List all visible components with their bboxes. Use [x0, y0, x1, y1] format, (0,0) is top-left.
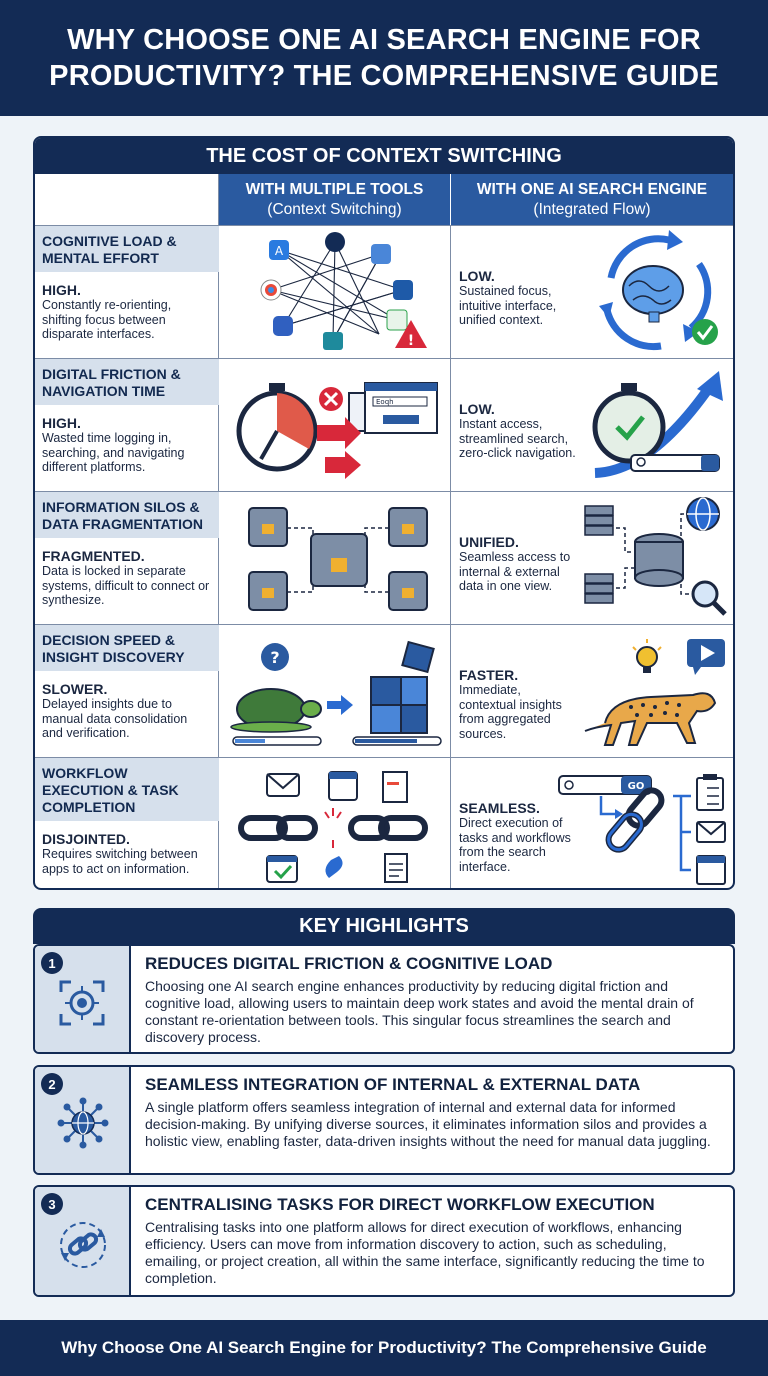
highlight-title: CENTRALISING TASKS FOR DIRECT WORKFLOW EXECUTION	[145, 1195, 655, 1214]
turtle-puzzle-icon	[221, 627, 447, 755]
cheetah-insight-icon	[581, 627, 731, 755]
multi-rating: HIGH.	[42, 282, 81, 298]
highlight-title: REDUCES DIGITAL FRICTION & COGNITIVE LOAD	[145, 954, 553, 973]
row-category: DECISION SPEED & INSIGHT DISCOVERY	[35, 625, 219, 671]
multi-description: Constantly re-orienting, shifting focus between disparate interfaces.	[42, 298, 172, 341]
comparison-row-cognitive-load	[35, 226, 733, 359]
one-engine-cell	[451, 625, 733, 757]
column-a-subtitle: (Context Switching)	[267, 200, 402, 218]
column-a-title: WITH MULTIPLE TOOLS	[245, 180, 424, 198]
multi-tools-illustration-cell	[219, 758, 451, 890]
row-label-cell	[35, 226, 219, 358]
row-label-cell	[35, 359, 219, 491]
row-category: WORKFLOW EXECUTION & TASK COMPLETION	[35, 758, 219, 821]
multi-description: Requires switching between apps to act on information.	[42, 847, 198, 876]
one-rating: FASTER.	[459, 667, 519, 683]
comparison-table	[33, 136, 735, 890]
one-description: Direct execution of tasks and workflows from the search interface.	[459, 816, 571, 874]
column-b-subtitle: (Integrated Flow)	[533, 200, 651, 218]
one-engine-cell	[451, 492, 733, 624]
comparison-title: THE COST OF CONTEXT SWITCHING	[35, 138, 733, 174]
login-field-text: Eoqh	[376, 398, 394, 406]
column-b-title: WITH ONE AI SEARCH ENGINE	[476, 180, 708, 198]
row-label-cell	[35, 758, 219, 890]
one-description: Seamless access to internal & external data in one view.	[459, 550, 571, 593]
one-rating: UNIFIED.	[459, 534, 519, 550]
svg-text:!: !	[407, 333, 415, 349]
comparison-row-information-silos	[35, 492, 733, 625]
column-header-one-engine	[451, 174, 733, 225]
highlight-item	[33, 1185, 735, 1297]
go-button-label: GO	[627, 781, 645, 792]
network-globe-icon	[57, 1097, 109, 1149]
column-header-multiple-tools	[219, 174, 451, 225]
one-engine-cell	[451, 758, 733, 890]
comparison-row-decision-speed	[35, 625, 733, 758]
highlight-item	[33, 1065, 735, 1175]
highlight-icon-panel	[35, 946, 131, 1052]
page-title: WHY CHOOSE ONE AI SEARCH ENGINE FOR PRODUCTIVITY? THE COMPREHENSIVE GUIDE	[49, 24, 719, 92]
highlights-header	[33, 908, 735, 944]
row-category: INFORMATION SILOS & DATA FRAGMENTATION	[35, 492, 219, 538]
row-label-cell	[35, 625, 219, 757]
highlight-icon-panel	[35, 1067, 131, 1173]
highlight-title: SEAMLESS INTEGRATION OF INTERNAL & EXTERNAL DATA	[145, 1075, 641, 1094]
multi-description: Data is locked in separate systems, difficult to connect or synthesize.	[42, 564, 210, 607]
multi-rating: FRAGMENTED.	[42, 548, 145, 564]
column-header-row	[35, 174, 733, 226]
multi-rating: DISJOINTED.	[42, 831, 130, 847]
multi-tools-illustration-cell	[219, 359, 451, 491]
unified-database-icon	[581, 494, 731, 622]
one-rating: SEAMLESS.	[459, 800, 540, 816]
stopwatch-login-icon	[221, 361, 447, 489]
one-description: Sustained focus, intuitive interface, unified context.	[459, 284, 557, 327]
chain-link-cycle-icon	[57, 1219, 109, 1271]
tangled-apps-icon	[221, 228, 447, 356]
focus-target-icon	[57, 978, 107, 1028]
comparison-row-workflow-execution	[35, 758, 733, 890]
highlight-icon-panel	[35, 1187, 131, 1295]
multi-rating: HIGH.	[42, 415, 81, 431]
locked-safes-icon	[221, 494, 447, 622]
row-category: COGNITIVE LOAD & MENTAL EFFORT	[35, 226, 219, 272]
footer-text: Why Choose One AI Search Engine for Productivity? The Comprehensive Guide	[61, 1338, 707, 1357]
footer-banner	[0, 1320, 768, 1376]
row-label-cell	[35, 492, 219, 624]
multi-description: Delayed insights due to manual data consolidation and verification.	[42, 697, 188, 740]
multi-tools-illustration-cell	[219, 226, 451, 358]
svg-text:A: A	[274, 244, 284, 258]
multi-rating: SLOWER.	[42, 681, 108, 697]
brain-cycle-icon	[581, 228, 731, 356]
one-rating: LOW.	[459, 268, 495, 284]
connected-workflow-icon	[555, 760, 731, 888]
multi-tools-illustration-cell	[219, 492, 451, 624]
comparison-row-digital-friction	[35, 359, 733, 492]
highlight-text: Choosing one AI search engine enhances productivity by reducing digital friction and cognitive load, allowing users to maintain deep work states and avoid the mental drain of constant re-orientation between tools. This singular focus streamlines the search and discovery process.	[145, 978, 694, 1045]
one-rating: LOW.	[459, 401, 495, 417]
one-engine-cell	[451, 359, 733, 491]
highlight-number: 1	[41, 952, 63, 974]
highlight-number: 2	[41, 1073, 63, 1095]
multi-tools-illustration-cell	[219, 625, 451, 757]
svg-text:?: ?	[270, 648, 280, 667]
multi-description: Wasted time logging in, searching, and navigating different platforms.	[42, 431, 185, 474]
header-banner	[0, 0, 768, 116]
highlight-text: A single platform offers seamless integration of internal and external data for informed decision-making. By unifying diverse sources, it eliminates information silos and provides a holistic view, enabling faster, data-driven insights without the need for manual data juggling.	[145, 1099, 711, 1149]
highlight-text: Centralising tasks into one platform allows for direct execution of workflows, enhancing efficiency. Users can move from information discovery to action, such as scheduling, emailing, or project creation, all within the same interface, significantly reducing the time to completion.	[145, 1219, 705, 1286]
one-description: Instant access, streamlined search, zero-click navigation.	[459, 417, 576, 460]
highlight-item	[33, 944, 735, 1054]
row-category: DIGITAL FRICTION & NAVIGATION TIME	[35, 359, 219, 405]
column-header-blank	[35, 174, 219, 225]
one-description: Immediate, contextual insights from aggregated sources.	[459, 683, 562, 741]
broken-chain-icon	[221, 760, 447, 888]
highlights-title: KEY HIGHLIGHTS	[299, 914, 469, 937]
highlight-number: 3	[41, 1193, 63, 1215]
fast-search-icon	[581, 361, 731, 489]
one-engine-cell	[451, 226, 733, 358]
